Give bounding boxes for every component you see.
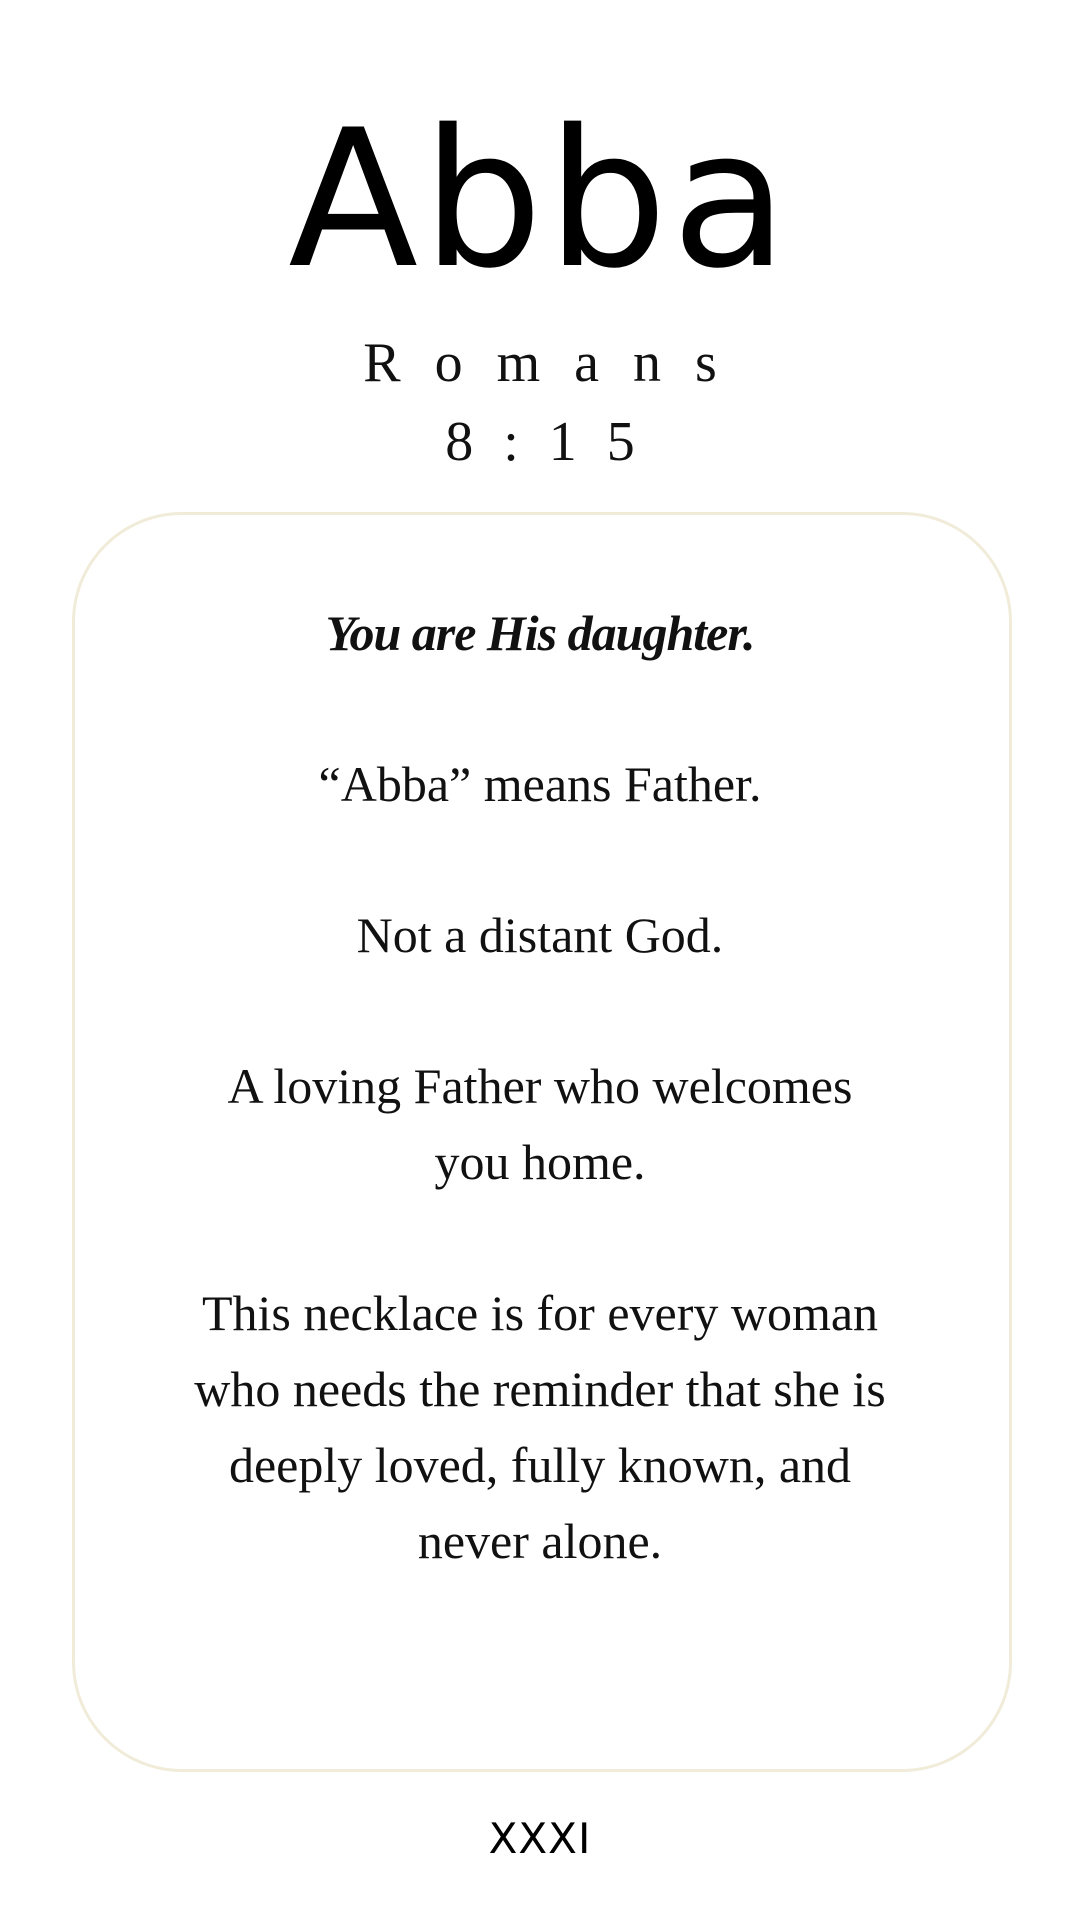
roman-numeral-footer: XXXI [488, 1814, 592, 1863]
card-paragraph-2: Not a distant God. [356, 907, 724, 963]
scripture-verse: 8:15 [445, 411, 665, 473]
card-paragraph-1: “Abba” means Father. [318, 756, 762, 812]
card-heading: You are His daughter. [325, 605, 755, 661]
card-paragraph-4: This necklace is for every woman who needs the reminder that she is deeply loved, fully known, and never alone. [194, 1285, 886, 1569]
page-title: Abba [288, 89, 792, 310]
scripture-book: Romans [363, 332, 751, 394]
card-paragraph-3: A loving Father who welcomes you home. [227, 1058, 853, 1190]
